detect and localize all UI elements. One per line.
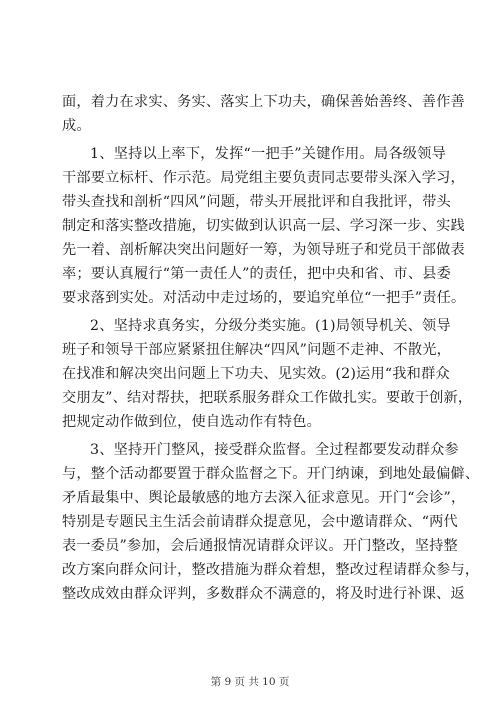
- text-line: 面，着力在求实、务实、落实上下功夫，确保善始善终、善作善: [62, 94, 465, 110]
- text-line: 率；要认真履行“第一责任人”的责任，把中央和省、市、县委: [62, 266, 451, 282]
- text-line: 表一委员”参加，会后通报情况请群众评议。开门整改，坚持整: [62, 538, 458, 554]
- text-line: 1、坚持以上率下，发挥“一把手”关键作用。局各级领导: [90, 146, 446, 162]
- text-line: 矛盾最集中、舆论最敏感的地方去深入征求意见。开门“会诊”，: [62, 490, 466, 506]
- page-number-footer: 第 9 页 共 10 页: [210, 676, 290, 688]
- text-line: 成。: [62, 118, 91, 134]
- text-line: 交朋友”、结对帮扶，把联系服务群众工作做扎实。要敢于创新，: [62, 390, 473, 406]
- text-line: 班子和领导干部应紧紧扭住解决“四风”问题不走神、不散光，: [62, 342, 451, 358]
- text-line: 制定和落实整改措施，切实做到认识高一层、学习深一步、实践: [62, 218, 465, 234]
- text-line: 带头查找和剖析“四风”问题，带头开展批评和自我批评，带头: [62, 194, 451, 210]
- text-line: 把规定动作做到位，使自选动作有特色。: [62, 414, 321, 430]
- text-line: 3、坚持开门整风，接受群众监督。全过程都要发动群众参: [90, 442, 459, 458]
- text-line: 特别是专题民主生活会前请群众提意见，会中邀请群众、“两代: [62, 514, 458, 530]
- text-line: 在找准和解决突出问题上下功夫、见实效。(2)运用“我和群众: [62, 366, 450, 382]
- text-line: 先一着、剖析解决突出问题好一筹，为领导班子和党员干部做表: [62, 242, 465, 258]
- text-line: 整改成效由群众评判，多数群众不满意的，将及时进行补课、返: [62, 586, 465, 602]
- text-line: 要求落到实处。对活动中走过场的，要追究单位“一把手”责任。: [62, 290, 466, 306]
- text-line: 改方案向群众问计，整改措施为群众着想，整改过程请群众参与，: [62, 562, 480, 578]
- text-line: 2、坚持求真务实，分级分类实施。(1)局领导机关、领导: [90, 318, 451, 334]
- text-line: 与，整个活动都要置于群众监督之下。开门纳谏，到地处最偏僻、: [62, 466, 480, 482]
- text-line: 干部要立标杆、作示范。局党组主要负责同志要带头深入学习，: [62, 170, 465, 186]
